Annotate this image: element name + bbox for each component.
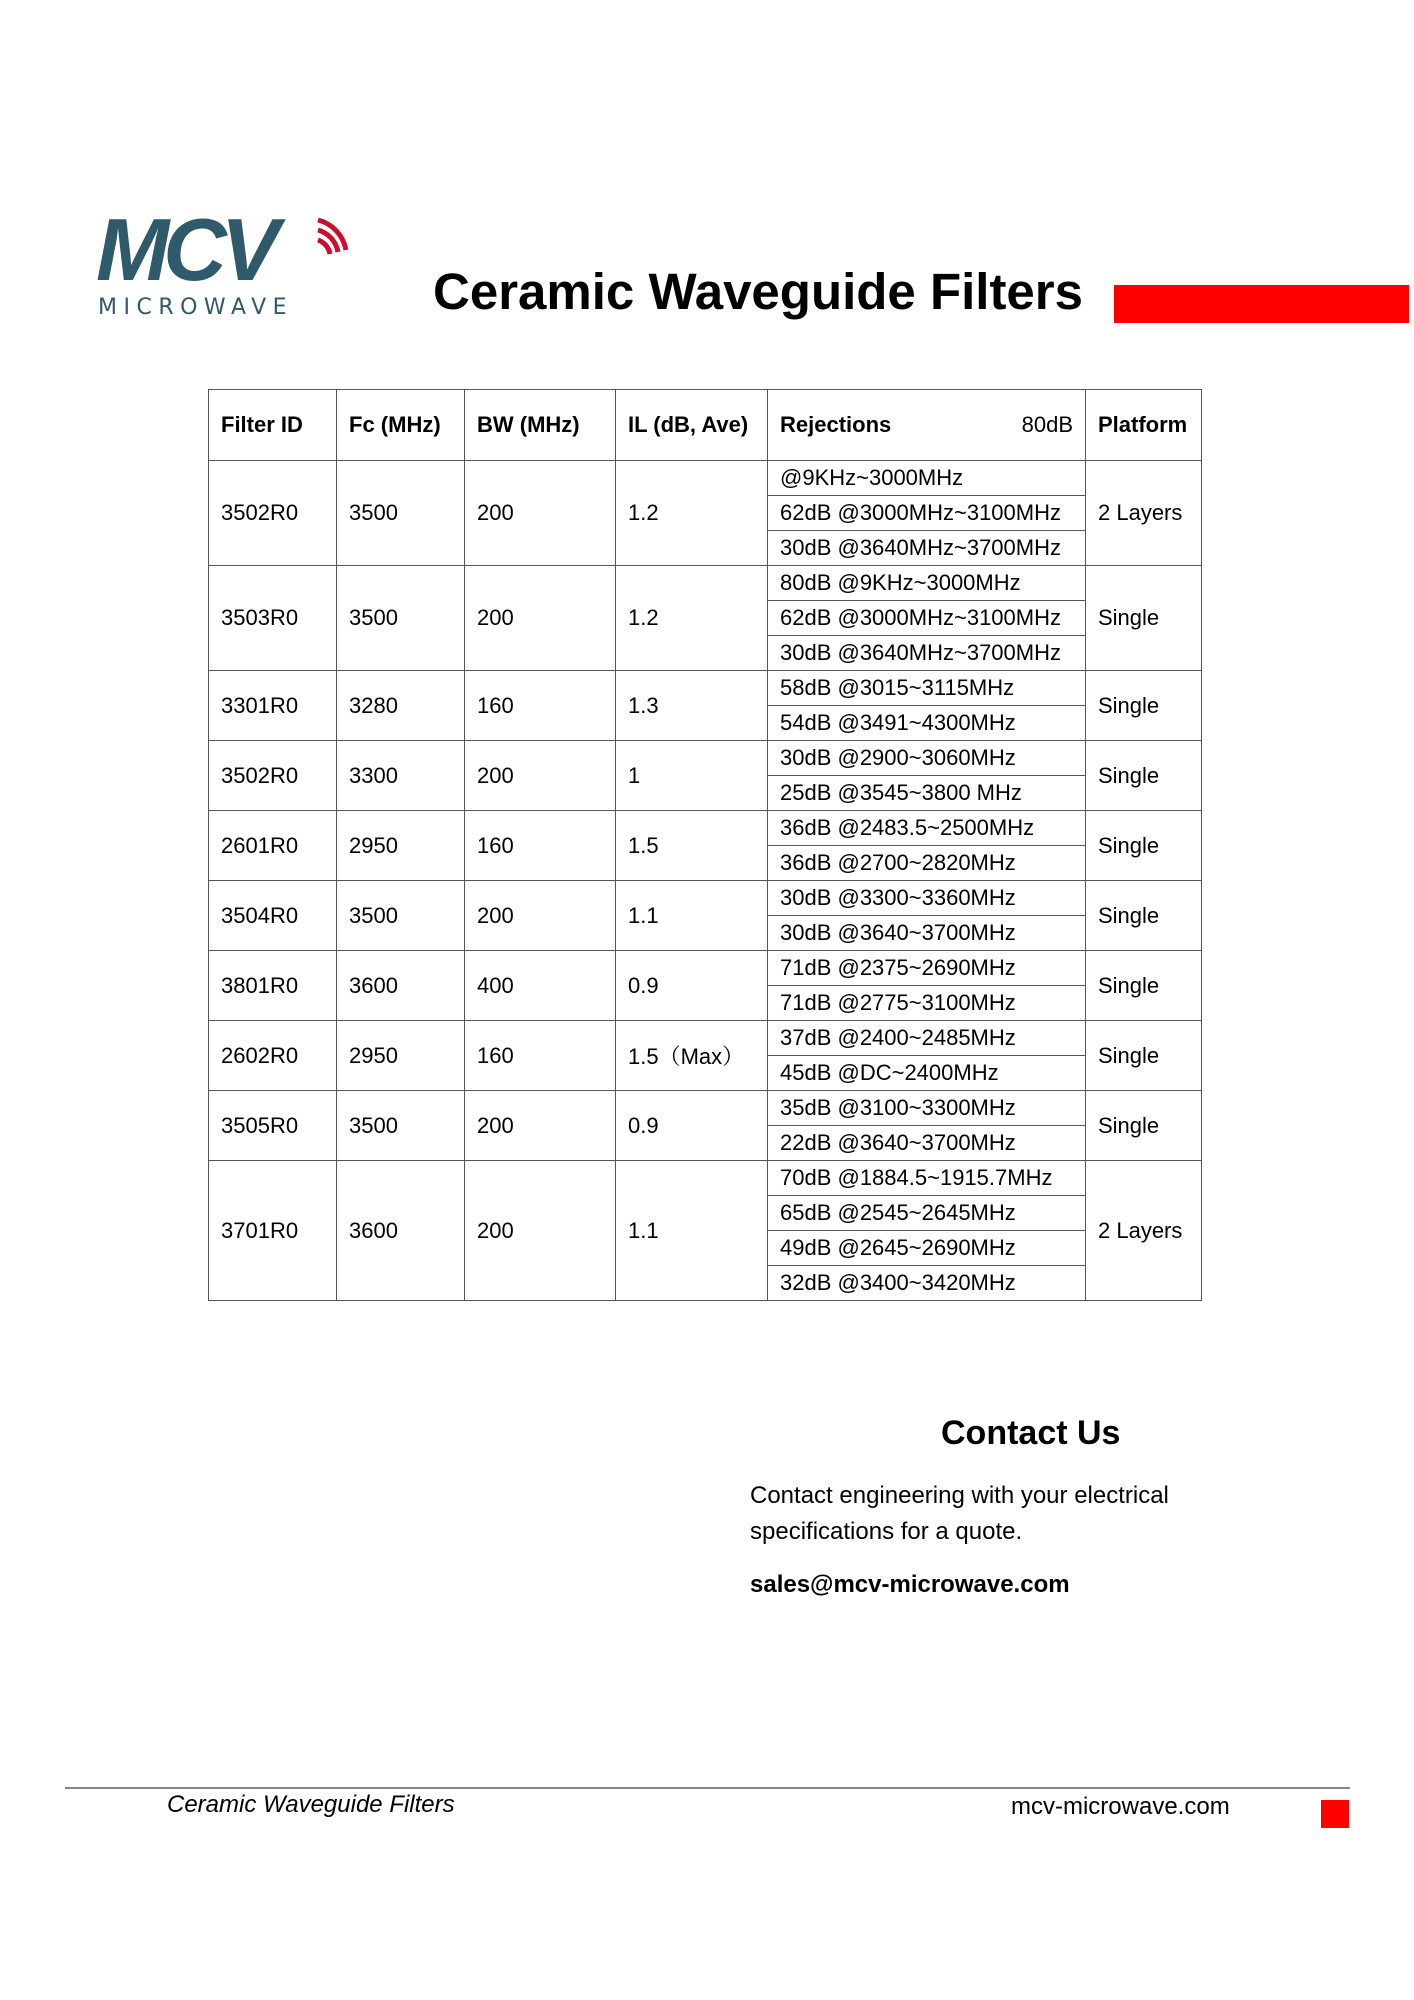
cell-il: 1.3 — [616, 671, 768, 741]
cell-fc: 3600 — [337, 1161, 465, 1301]
header-rejections — [768, 390, 1086, 461]
footer-title: Ceramic Waveguide Filters — [167, 1791, 455, 1818]
cell-bw: 200 — [465, 1091, 616, 1161]
cell-platform: Single — [1086, 566, 1202, 671]
table-row — [209, 951, 1202, 1021]
table-row — [209, 741, 1202, 811]
cell-fc: 3500 — [337, 1091, 465, 1161]
header-rejections-label: Rejections — [780, 412, 892, 437]
cell-fc: 3500 — [337, 461, 465, 566]
rejection-line: 71dB @2375~2690MHz — [768, 951, 1085, 986]
rejection-line: 62dB @3000MHz~3100MHz — [768, 496, 1085, 531]
table-row — [209, 1021, 1202, 1091]
cell-bw: 160 — [465, 811, 616, 881]
cell-fc: 3280 — [337, 671, 465, 741]
cell-fc: 3500 — [337, 566, 465, 671]
rejection-line: 37dB @2400~2485MHz — [768, 1021, 1085, 1056]
cell-platform: Single — [1086, 811, 1202, 881]
header-il: IL (dB, Ave) — [616, 390, 768, 461]
cell-rejections — [768, 1091, 1086, 1161]
footer-accent-square — [1321, 1800, 1349, 1828]
cell-rejections — [768, 1021, 1086, 1091]
signal-arc-icon — [318, 220, 346, 250]
cell-filter-id: 3503R0 — [209, 566, 337, 671]
cell-filter-id: 3504R0 — [209, 881, 337, 951]
mcv-logo-graphic — [96, 210, 376, 295]
cell-il: 1.2 — [616, 566, 768, 671]
header-fc: Fc (MHz) — [337, 390, 465, 461]
header-rejections-note: 80dB — [1021, 412, 1073, 437]
table-row — [209, 1091, 1202, 1161]
cell-platform: Single — [1086, 1091, 1202, 1161]
cell-platform: Single — [1086, 671, 1202, 741]
rejection-line: 58dB @3015~3115MHz — [768, 671, 1085, 706]
rejection-line: 70dB @1884.5~1915.7MHz — [768, 1161, 1085, 1196]
title-accent-bar — [1114, 285, 1409, 323]
rejection-line: 30dB @3300~3360MHz — [768, 881, 1085, 916]
cell-bw: 200 — [465, 741, 616, 811]
rejection-line: 80dB @9KHz~3000MHz — [768, 566, 1085, 601]
rejection-line: 30dB @3640MHz~3700MHz — [780, 640, 1061, 665]
cell-il: 0.9 — [616, 951, 768, 1021]
rejection-line: 71dB @2775~3100MHz — [780, 990, 1016, 1015]
footer-website-link[interactable]: mcv-microwave.com — [1011, 1793, 1230, 1820]
cell-platform: Single — [1086, 881, 1202, 951]
cell-filter-id: 3502R0 — [209, 741, 337, 811]
cell-bw: 200 — [465, 1161, 616, 1301]
table-row — [209, 566, 1202, 671]
table-row — [209, 881, 1202, 951]
cell-il: 1.2 — [616, 461, 768, 566]
cell-bw: 400 — [465, 951, 616, 1021]
cell-rejections — [768, 951, 1086, 1021]
cell-fc: 3300 — [337, 741, 465, 811]
rejection-line: 62dB @3000MHz~3100MHz — [768, 601, 1085, 636]
cell-bw: 200 — [465, 461, 616, 566]
contact-email-link[interactable]: sales@mcv-microwave.com — [750, 1571, 1070, 1598]
rejection-line: 30dB @2900~3060MHz — [768, 741, 1085, 776]
table-row — [209, 1161, 1202, 1301]
rejection-line: 32dB @3400~3420MHz — [780, 1270, 1016, 1295]
rejection-line: 36dB @2483.5~2500MHz — [768, 811, 1085, 846]
logo-subtitle: MICROWAVE — [98, 295, 294, 320]
cell-rejections — [768, 461, 1086, 566]
cell-rejections — [768, 1161, 1086, 1301]
rejection-line: 35dB @3100~3300MHz — [768, 1091, 1085, 1126]
cell-bw: 160 — [465, 1021, 616, 1091]
table-row — [209, 811, 1202, 881]
cell-bw: 160 — [465, 671, 616, 741]
cell-il: 1.5（Max） — [616, 1021, 768, 1091]
rejection-line: 54dB @3491~4300MHz — [780, 710, 1016, 735]
cell-fc: 2950 — [337, 811, 465, 881]
cell-filter-id: 2602R0 — [209, 1021, 337, 1091]
rejection-line: 36dB @2700~2820MHz — [780, 850, 1016, 875]
header-filter-id: Filter ID — [209, 390, 337, 461]
header-bw: BW (MHz) — [465, 390, 616, 461]
contact-title: Contact Us — [941, 1414, 1121, 1452]
table-row — [209, 461, 1202, 566]
cell-rejections — [768, 881, 1086, 951]
cell-il: 1 — [616, 741, 768, 811]
cell-platform: Single — [1086, 1021, 1202, 1091]
contact-text: Contact engineering with your electrical specifications for a quote. — [750, 1482, 1169, 1545]
cell-rejections — [768, 811, 1086, 881]
rejection-line: 22dB @3640~3700MHz — [780, 1130, 1016, 1155]
cell-fc: 2950 — [337, 1021, 465, 1091]
cell-filter-id: 3301R0 — [209, 671, 337, 741]
cell-platform: Single — [1086, 741, 1202, 811]
cell-il: 1.5 — [616, 811, 768, 881]
cell-fc: 3600 — [337, 951, 465, 1021]
rejection-line: 45dB @DC~2400MHz — [780, 1060, 999, 1085]
cell-bw: 200 — [465, 566, 616, 671]
page-title: Ceramic Waveguide Filters — [433, 263, 1084, 320]
table-body — [209, 461, 1202, 1301]
cell-rejections — [768, 741, 1086, 811]
rejection-line: 30dB @3640~3700MHz — [780, 920, 1016, 945]
header-platform: Platform — [1086, 390, 1202, 461]
cell-il: 1.1 — [616, 1161, 768, 1301]
company-logo — [96, 210, 376, 325]
table-header-row — [209, 390, 1202, 461]
rejection-line: @9KHz~3000MHz — [768, 461, 1085, 496]
cell-filter-id: 3505R0 — [209, 1091, 337, 1161]
logo-letters: MCV — [96, 210, 274, 295]
cell-platform: 2 Layers — [1086, 461, 1202, 566]
cell-filter-id: 3502R0 — [209, 461, 337, 566]
cell-il: 1.1 — [616, 881, 768, 951]
cell-filter-id: 3701R0 — [209, 1161, 337, 1301]
rejection-line: 25dB @3545~3800 MHz — [780, 780, 1022, 805]
cell-platform: Single — [1086, 951, 1202, 1021]
rejection-line: 65dB @2545~2645MHz — [768, 1196, 1085, 1231]
cell-il: 0.9 — [616, 1091, 768, 1161]
rejection-line: 30dB @3640MHz~3700MHz — [780, 535, 1061, 560]
rejection-line: 49dB @2645~2690MHz — [768, 1231, 1085, 1266]
cell-platform: 2 Layers — [1086, 1161, 1202, 1301]
filter-spec-table — [208, 389, 1202, 1301]
footer-divider — [65, 1787, 1350, 1789]
cell-filter-id: 2601R0 — [209, 811, 337, 881]
cell-rejections — [768, 671, 1086, 741]
cell-bw: 200 — [465, 881, 616, 951]
cell-filter-id: 3801R0 — [209, 951, 337, 1021]
cell-fc: 3500 — [337, 881, 465, 951]
table-row — [209, 671, 1202, 741]
cell-rejections — [768, 566, 1086, 671]
